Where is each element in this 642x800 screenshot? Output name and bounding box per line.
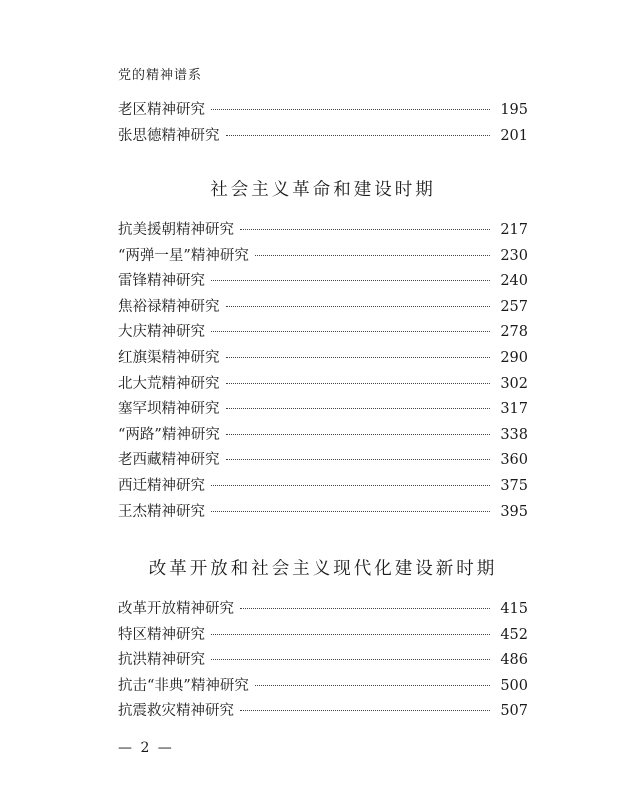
toc-entry-title: 焦裕禄精神研究 <box>118 298 220 315</box>
dot-leader <box>255 255 490 256</box>
dot-leader <box>211 280 490 281</box>
toc-entry-title: 雷锋精神研究 <box>118 273 205 290</box>
toc-entry-page: 230 <box>500 247 528 264</box>
toc-entry[interactable] <box>118 320 528 346</box>
toc-entry-page: 217 <box>500 222 528 238</box>
dot-leader <box>211 634 490 635</box>
dot-leader <box>211 485 490 486</box>
toc-entry[interactable] <box>118 699 528 725</box>
toc-entry-page: 302 <box>500 375 528 392</box>
toc-entry-title: 改革开放精神研究 <box>118 601 234 617</box>
dot-leader <box>211 659 490 660</box>
toc-entry-title: 抗美援朝精神研究 <box>118 222 234 238</box>
toc-entry[interactable] <box>118 623 528 649</box>
toc-entry[interactable] <box>118 98 528 124</box>
toc-entry[interactable] <box>118 295 528 321</box>
toc-entry[interactable] <box>118 500 528 526</box>
toc-entry-page: 500 <box>500 677 528 694</box>
dot-leader <box>240 608 490 609</box>
toc-entry-title: 老西藏精神研究 <box>118 452 220 469</box>
toc-entry-title: “两弹一星”精神研究 <box>118 247 249 264</box>
toc-entry-title: “两路”精神研究 <box>118 426 220 443</box>
toc-entry-title: 抗击“非典”精神研究 <box>118 677 249 694</box>
toc-entry-title: 特区精神研究 <box>118 626 205 643</box>
toc-entry-title: 西迁精神研究 <box>118 477 205 494</box>
toc-entry-title: 张思德精神研究 <box>118 127 220 144</box>
page-number: — 2 — <box>118 740 174 756</box>
toc-entry-title: 大庆精神研究 <box>118 324 205 341</box>
dot-leader <box>226 306 491 307</box>
toc-entry[interactable] <box>118 218 528 244</box>
toc-entry-title: 红旗渠精神研究 <box>118 349 220 366</box>
toc-entry[interactable] <box>118 244 528 270</box>
toc-entry-title: 老区精神研究 <box>118 102 205 118</box>
toc-entry[interactable] <box>118 346 528 372</box>
toc-entry-page: 201 <box>500 127 528 144</box>
toc-entry-page: 240 <box>500 273 528 290</box>
toc-entry-title: 塞罕坝精神研究 <box>118 401 220 418</box>
toc-entry-page: 507 <box>500 703 528 720</box>
dot-leader <box>226 434 490 435</box>
toc-entry[interactable] <box>118 674 528 700</box>
toc-entry-page: 257 <box>500 298 528 315</box>
toc-entry-page: 415 <box>500 601 528 617</box>
toc-entry[interactable] <box>118 124 528 150</box>
dot-leader <box>211 109 490 110</box>
dot-leader <box>240 710 490 711</box>
toc-entry[interactable] <box>118 397 528 423</box>
toc-entry[interactable] <box>118 423 528 449</box>
toc-group-1 <box>118 98 528 149</box>
dot-leader <box>226 408 491 409</box>
running-header: 党的精神谱系 <box>118 68 203 83</box>
toc-entry[interactable] <box>118 372 528 398</box>
toc-entry-page: 360 <box>500 452 528 469</box>
toc-entry[interactable] <box>118 648 528 674</box>
dot-leader <box>211 511 490 512</box>
dot-leader <box>226 459 491 460</box>
toc-entry-page: 290 <box>500 349 528 366</box>
toc-group-3 <box>118 597 528 725</box>
toc-entry-page: 452 <box>500 626 528 643</box>
toc-entry-page: 375 <box>500 477 528 494</box>
toc-entry-title: 抗洪精神研究 <box>118 652 205 669</box>
toc-entry-page: 338 <box>500 426 528 443</box>
toc-entry-title: 北大荒精神研究 <box>118 375 220 392</box>
dot-leader <box>226 135 491 136</box>
toc-entry-page: 486 <box>500 652 528 669</box>
section-heading-socialist-revolution: 社会主义革命和建设时期 <box>210 180 436 200</box>
dot-leader <box>211 331 490 332</box>
section-heading-reform-opening: 改革开放和社会主义现代化建设新时期 <box>148 559 498 579</box>
toc-entry-page: 395 <box>500 503 528 520</box>
toc-entry-title: 王杰精神研究 <box>118 503 205 520</box>
toc-entry-page: 317 <box>500 401 528 418</box>
toc-entry-page: 278 <box>500 324 528 341</box>
toc-entry-page: 195 <box>500 102 528 118</box>
dot-leader <box>226 357 491 358</box>
dot-leader <box>255 685 490 686</box>
toc-entry[interactable] <box>118 597 528 623</box>
toc-entry[interactable] <box>118 269 528 295</box>
toc-group-2 <box>118 218 528 525</box>
toc-entry-title: 抗震救灾精神研究 <box>118 703 234 720</box>
dot-leader <box>226 383 491 384</box>
toc-entry[interactable] <box>118 474 528 500</box>
dot-leader <box>240 229 490 230</box>
toc-entry[interactable] <box>118 448 528 474</box>
